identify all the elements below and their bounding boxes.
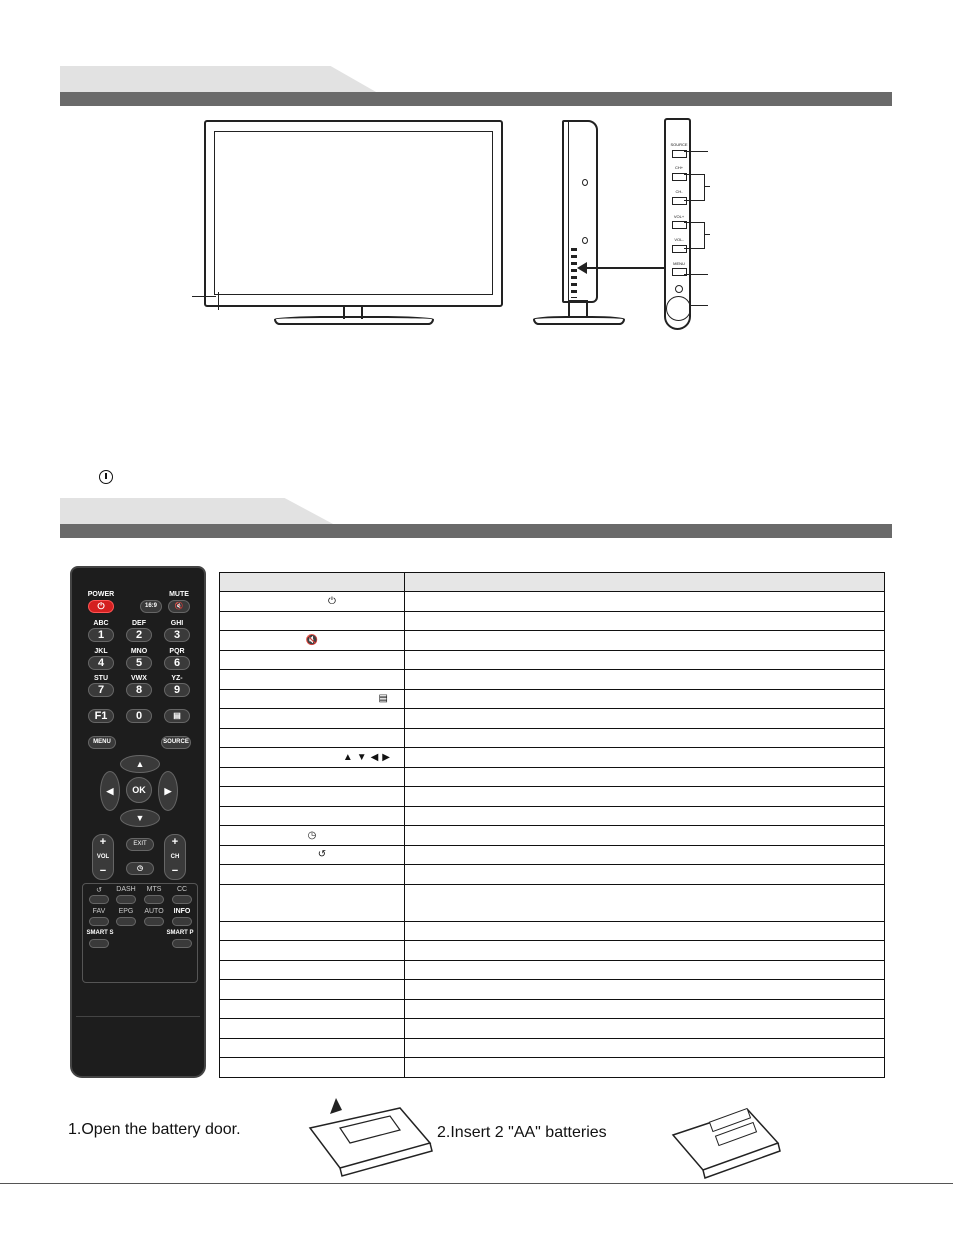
table-row	[220, 1058, 885, 1078]
vol-rocker[interactable]	[92, 834, 114, 880]
menu-button[interactable]: MENU	[88, 736, 116, 749]
digit-4-letters: JKL	[94, 648, 108, 655]
vol-label: VOL	[96, 854, 110, 860]
tv-screen	[214, 131, 493, 295]
table-row	[220, 960, 885, 980]
digit-7-button[interactable]: 7	[88, 683, 114, 697]
smart-s-button[interactable]	[89, 939, 109, 948]
table-row	[220, 826, 885, 846]
digit-2-letters: DEF	[132, 620, 146, 627]
remote-function-table	[219, 572, 885, 1078]
ch-rocker[interactable]	[164, 834, 186, 880]
side-label-vol-up: VOL+	[673, 214, 685, 219]
tv-stand-base	[274, 316, 434, 325]
dash-label: DASH	[116, 886, 136, 893]
table-row	[220, 845, 885, 865]
auto-button[interactable]	[144, 917, 164, 926]
side-label-source: SOURCE	[670, 142, 688, 147]
table-row	[220, 592, 885, 612]
section-bar-remote	[60, 524, 892, 538]
digit-8-button[interactable]: 8	[126, 683, 152, 697]
callout-ch-bracket	[684, 174, 705, 201]
epg-label: EPG	[118, 908, 134, 915]
sleep-icon: ◷	[220, 826, 405, 846]
power-icon: ⏻	[220, 592, 405, 612]
auto-label: AUTO	[144, 908, 164, 915]
digit-0-button[interactable]: 0	[126, 709, 152, 723]
epg-button[interactable]	[116, 917, 136, 926]
table-row	[220, 767, 885, 787]
remote-control	[70, 566, 206, 1078]
table-row	[220, 631, 885, 651]
recall-icon: ↺	[220, 845, 405, 865]
side-label-ch-up: CH+	[674, 165, 684, 170]
table-row	[220, 689, 885, 709]
mute-icon: 🔇	[220, 631, 405, 651]
vol-up-glyph: +	[99, 836, 107, 848]
tv-side-view	[562, 120, 598, 303]
ch-down-glyph: −	[171, 865, 179, 877]
table-row	[220, 787, 885, 807]
digit-5-button[interactable]: 5	[126, 656, 152, 670]
down-button[interactable]: ▼	[120, 809, 160, 827]
table-row	[220, 728, 885, 748]
fav-label: FAV	[92, 908, 106, 915]
callout-vol	[704, 234, 710, 235]
table-row	[220, 980, 885, 1000]
up-button[interactable]: ▲	[120, 755, 160, 773]
digit-7-letters: STU	[94, 675, 108, 682]
section-bar-front	[60, 92, 892, 106]
table-header-row	[220, 573, 885, 592]
battery-seam	[76, 1016, 200, 1017]
right-button[interactable]: ▶	[158, 771, 178, 811]
digit-4-button[interactable]: 4	[88, 656, 114, 670]
side-label-vol-down: VOL-	[674, 237, 684, 242]
digit-1-button[interactable]: 1	[88, 628, 114, 642]
digit-9-button[interactable]: 9	[164, 683, 190, 697]
digit-5-letters: MNO	[130, 648, 148, 655]
digit-6-letters: PQR	[169, 648, 185, 655]
left-button[interactable]: ◀	[100, 771, 120, 811]
table-row	[220, 884, 885, 921]
sensor-callout-line	[192, 296, 216, 297]
dpad	[100, 755, 180, 827]
table-row	[220, 1019, 885, 1039]
side-hole-top	[582, 179, 588, 186]
smart-p-label: SMART P	[166, 930, 194, 936]
digit-6-button[interactable]: 6	[164, 656, 190, 670]
mts-label: MTS	[146, 886, 162, 893]
vol-down-glyph: −	[99, 865, 107, 877]
side-hole-bottom	[582, 237, 588, 244]
sensor-callout-tick	[218, 292, 219, 310]
table-row	[220, 999, 885, 1019]
ch-up-glyph: +	[171, 836, 179, 848]
arrow-line	[584, 267, 664, 269]
table-row	[220, 670, 885, 690]
exit-button[interactable]: EXIT	[126, 838, 154, 851]
step1-text: 1.Open the battery door.	[68, 1121, 241, 1138]
callout-vol-bracket	[684, 222, 705, 249]
footer-rule	[0, 1183, 953, 1184]
table-row	[220, 921, 885, 941]
digit-1-letters: ABC	[93, 620, 109, 627]
side-stand-base	[533, 316, 625, 325]
arrow-keys-icon: ▲▼◀▶	[220, 748, 405, 768]
battery-insert-illustration	[668, 1095, 788, 1180]
list-icon: ▤	[220, 689, 405, 709]
lower-key-panel	[82, 883, 198, 983]
table-row	[220, 611, 885, 631]
info-label: INFO	[173, 908, 191, 915]
power-label: POWER	[87, 591, 115, 598]
digit-8-letters: VWX	[131, 675, 147, 682]
digit-3-letters: GHI	[170, 620, 184, 627]
mute-button[interactable]: 🔇	[168, 600, 190, 613]
digit-2-button[interactable]: 2	[126, 628, 152, 642]
cc-label: CC	[176, 886, 188, 893]
smart-p-button[interactable]	[172, 939, 192, 948]
table-row	[220, 709, 885, 729]
callout-menu	[684, 274, 708, 275]
source-button[interactable]: SOURCE	[161, 736, 191, 749]
f1-button[interactable]: F1	[88, 709, 114, 723]
table-row	[220, 1038, 885, 1058]
digit-9-letters: YZ-	[171, 675, 183, 682]
aspect-button[interactable]: 16:9	[140, 600, 162, 613]
table-row	[220, 941, 885, 961]
standby-icon	[99, 470, 113, 484]
side-power-icon	[675, 285, 683, 293]
mts-button[interactable]	[144, 895, 164, 904]
digit-3-button[interactable]: 3	[164, 628, 190, 642]
arrow-head	[577, 262, 587, 274]
step2-text: 2.Insert 2 "AA" batteries	[437, 1124, 607, 1141]
ok-button[interactable]: OK	[126, 777, 152, 803]
callout-source	[684, 151, 708, 152]
info-button[interactable]	[172, 917, 192, 926]
side-label-menu: MENU	[673, 261, 685, 266]
side-power-knob	[666, 296, 691, 321]
recall-label: ↺	[96, 887, 102, 894]
callout-ch	[704, 186, 710, 187]
table-row	[220, 748, 885, 768]
mute-label: MUTE	[169, 591, 189, 598]
battery-door-illustration	[300, 1088, 440, 1178]
smart-s-label: SMART S	[86, 930, 114, 936]
callout-power	[690, 305, 708, 306]
recall-button[interactable]	[89, 895, 109, 904]
sleep-button[interactable]: ◷	[126, 862, 154, 875]
table-row	[220, 865, 885, 885]
power-button[interactable]: ⏻	[88, 600, 114, 613]
list-button[interactable]: ▤	[164, 709, 190, 723]
dash-button[interactable]	[116, 895, 136, 904]
tv-front-view	[204, 120, 503, 307]
table-row	[220, 650, 885, 670]
side-label-ch-down: CH-	[675, 189, 683, 194]
cc-button[interactable]	[172, 895, 192, 904]
fav-button[interactable]	[89, 917, 109, 926]
table-row	[220, 806, 885, 826]
ch-label: CH	[170, 854, 180, 860]
